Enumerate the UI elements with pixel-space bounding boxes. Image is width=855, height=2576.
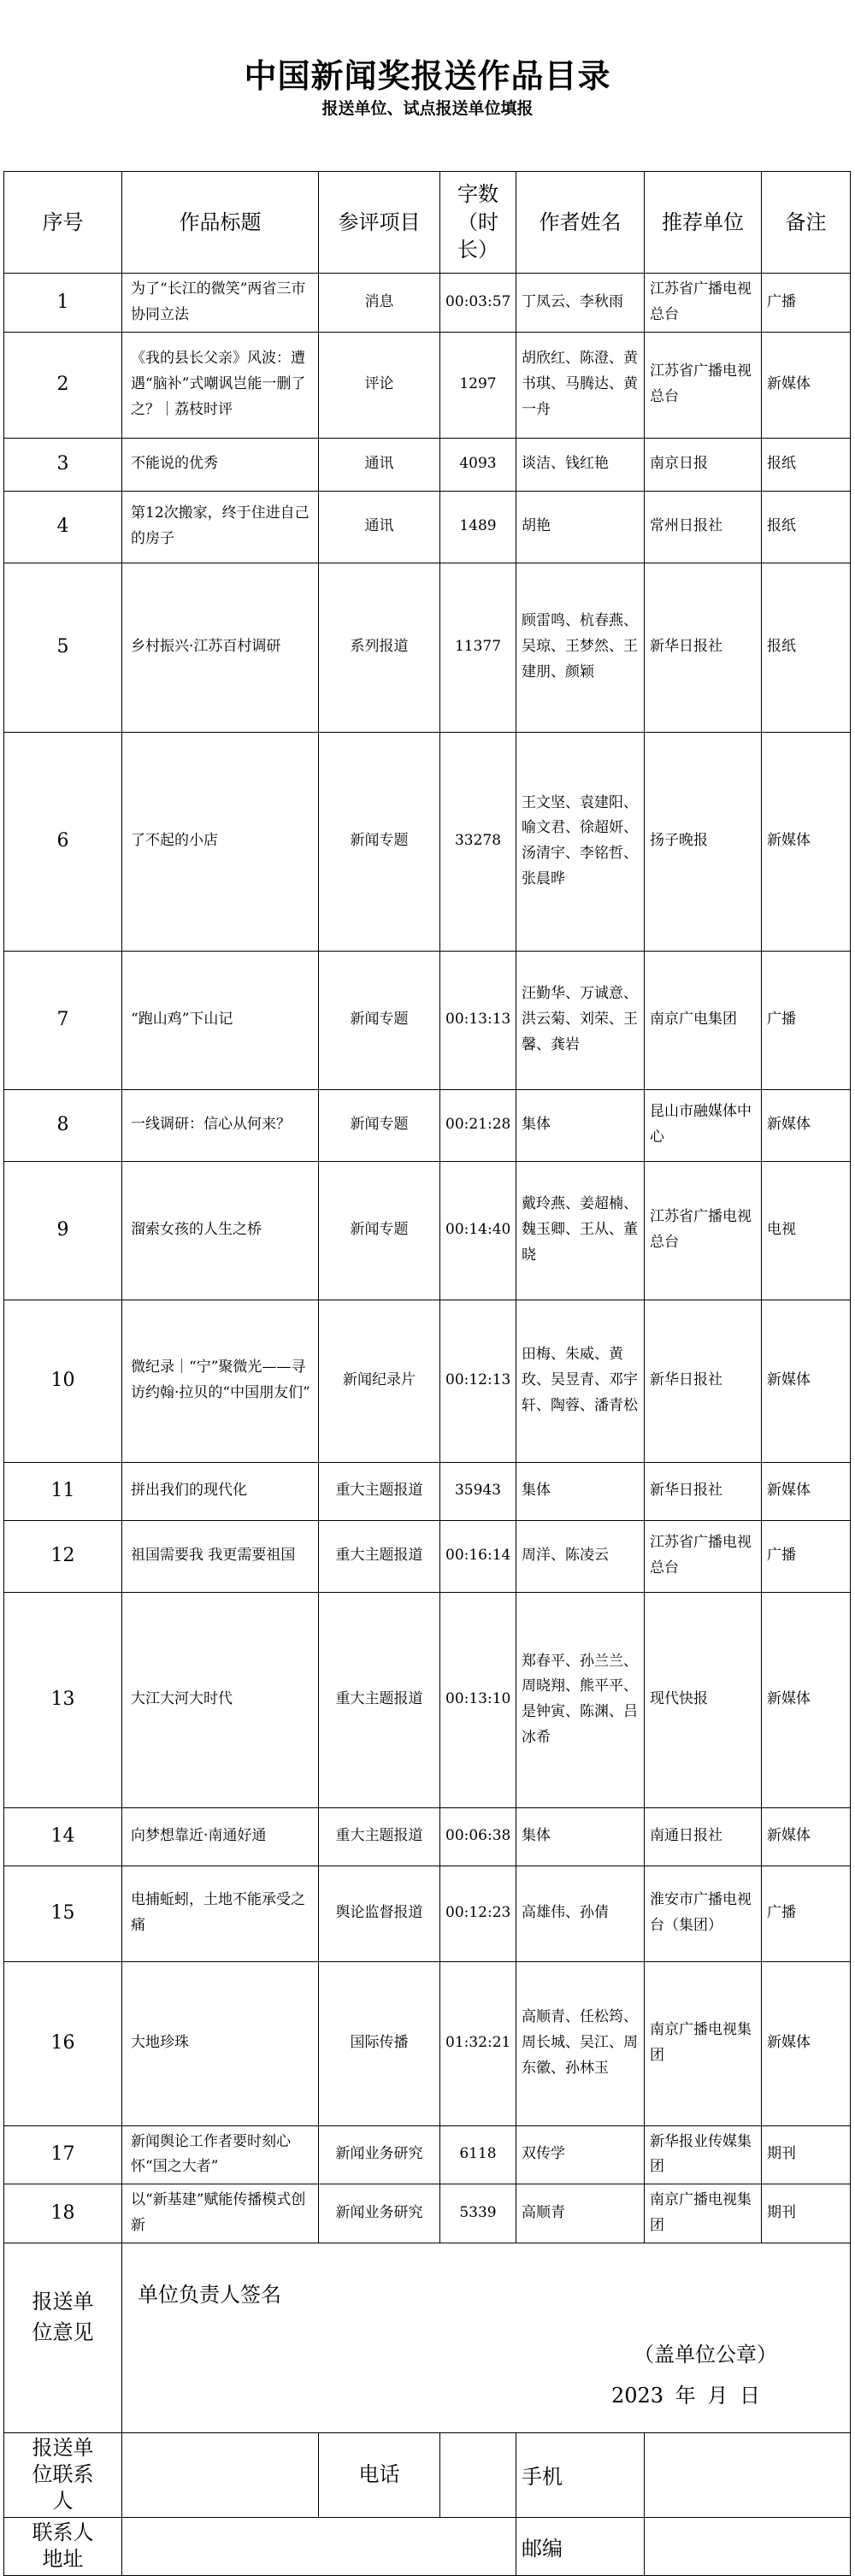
- row-authors: 胡艳: [516, 491, 645, 563]
- row-category: 新闻专题: [319, 1161, 440, 1300]
- row-unit: 南京广播电视集团: [645, 1961, 762, 2125]
- row-no: 7: [4, 951, 122, 1089]
- row-note: 新媒体: [762, 332, 851, 438]
- row-no: 2: [4, 332, 122, 438]
- row-no: 4: [4, 491, 122, 563]
- row-authors: 高顺青: [516, 2184, 645, 2243]
- row-category: 消息: [319, 274, 440, 333]
- row-length: 1297: [440, 332, 516, 438]
- table-row: [4, 951, 851, 1089]
- row-unit: 昆山市融媒体中心: [645, 1089, 762, 1161]
- row-length: 11377: [440, 563, 516, 732]
- row-title: 一线调研：信心从何来？: [122, 1089, 319, 1161]
- postcode-value[interactable]: [645, 2517, 851, 2575]
- row-unit: 新华日报社: [645, 1462, 762, 1520]
- row-no: 18: [4, 2184, 122, 2243]
- row-category: 重大主题报道: [319, 1462, 440, 1520]
- row-category: 新闻业务研究: [319, 2184, 440, 2243]
- row-length: 6118: [440, 2125, 516, 2184]
- row-unit: 南京广播电视集团: [645, 2184, 762, 2243]
- row-unit: 新华日报社: [645, 1300, 762, 1462]
- row-authors: 高雄伟、孙倩: [516, 1866, 645, 1961]
- row-no: 13: [4, 1592, 122, 1807]
- contact-label: 报送单位联系人: [4, 2433, 122, 2518]
- row-category: 系列报道: [319, 563, 440, 732]
- row-length: 5339: [440, 2184, 516, 2243]
- address-value[interactable]: [122, 2517, 516, 2575]
- row-note: 报纸: [762, 438, 851, 491]
- row-no: 12: [4, 1520, 122, 1592]
- footer-table: [3, 2243, 851, 2576]
- row-unit: 江苏省广播电视总台: [645, 332, 762, 438]
- row-unit: 现代快报: [645, 1592, 762, 1807]
- table-row: [4, 2184, 851, 2243]
- table-row: [4, 1961, 851, 2125]
- row-title: 拼出我们的现代化: [122, 1462, 319, 1520]
- row-no: 3: [4, 438, 122, 491]
- row-note: 新媒体: [762, 1300, 851, 1462]
- row-note: 广播: [762, 1866, 851, 1961]
- table-row: [4, 1300, 851, 1462]
- row-no: 10: [4, 1300, 122, 1462]
- table-header-row: [4, 172, 851, 274]
- mobile-value[interactable]: [645, 2433, 851, 2518]
- row-length: 33278: [440, 732, 516, 951]
- row-title: 大江大河大时代: [122, 1592, 319, 1807]
- row-no: 16: [4, 1961, 122, 2125]
- table-row: [4, 2125, 851, 2184]
- row-note: 广播: [762, 951, 851, 1089]
- row-length: 00:12:23: [440, 1866, 516, 1961]
- row-category: 评论: [319, 332, 440, 438]
- date-label: 2023 年 月 日: [611, 2384, 760, 2408]
- row-no: 15: [4, 1866, 122, 1961]
- row-title: 了不起的小店: [122, 732, 319, 951]
- row-unit: 南京日报: [645, 438, 762, 491]
- row-title: 微纪录｜“宁”聚微光——寻访约翰·拉贝的“中国朋友们”: [122, 1300, 319, 1462]
- row-authors: 顾雷鸣、杭春燕、吴琼、王梦然、王建朋、颜颖: [516, 563, 645, 732]
- row-note: 新媒体: [762, 1592, 851, 1807]
- table-row: [4, 491, 851, 563]
- row-unit: 南京广电集团: [645, 951, 762, 1089]
- row-length: 00:21:28: [440, 1089, 516, 1161]
- row-note: 广播: [762, 274, 851, 333]
- row-authors: 胡欣红、陈澄、黄书琪、马腾达、黄一舟: [516, 332, 645, 438]
- col-header-authors: 作者姓名: [516, 172, 645, 274]
- row-note: 新媒体: [762, 1961, 851, 2125]
- row-no: 6: [4, 732, 122, 951]
- row-title: 为了“长江的微笑”两省三市协同立法: [122, 274, 319, 333]
- row-authors: 集体: [516, 1462, 645, 1520]
- row-category: 新闻专题: [319, 951, 440, 1089]
- contact-row: [4, 2433, 851, 2518]
- row-length: 00:14:40: [440, 1161, 516, 1300]
- row-no: 14: [4, 1807, 122, 1866]
- row-length: 00:03:57: [440, 274, 516, 333]
- seal-label: （盖单位公章）: [634, 2343, 777, 2367]
- row-category: 通讯: [319, 438, 440, 491]
- row-no: 1: [4, 274, 122, 333]
- row-title: 溜索女孩的人生之桥: [122, 1161, 319, 1300]
- row-authors: 双传学: [516, 2125, 645, 2184]
- opinion-row: [4, 2243, 851, 2433]
- row-title: 新闻舆论工作者要时刻心怀“国之大者”: [122, 2125, 319, 2184]
- row-authors: 高顺青、任松筠、周长城、吴江、周东徽、孙林玉: [516, 1961, 645, 2125]
- row-category: 重大主题报道: [319, 1807, 440, 1866]
- table-row: [4, 1462, 851, 1520]
- table-row: [4, 1161, 851, 1300]
- contact-value[interactable]: [122, 2433, 319, 2518]
- row-note: 报纸: [762, 491, 851, 563]
- row-authors: 戴玲燕、姜超楠、魏玉卿、王从、董晓: [516, 1161, 645, 1300]
- row-length: 01:32:21: [440, 1961, 516, 2125]
- signature-label: 单位负责人签名: [138, 2283, 281, 2307]
- row-category: 新闻专题: [319, 732, 440, 951]
- table-row: [4, 274, 851, 333]
- row-length: 4093: [440, 438, 516, 491]
- opinion-area[interactable]: [122, 2243, 851, 2433]
- row-unit: 新华日报社: [645, 563, 762, 732]
- row-title: 以“新基建”赋能传播模式创新: [122, 2184, 319, 2243]
- row-authors: 集体: [516, 1807, 645, 1866]
- row-length: 35943: [440, 1462, 516, 1520]
- row-length: 1489: [440, 491, 516, 563]
- row-authors: 王文坚、袁建阳、喻文君、徐超妍、汤清宇、李铭哲、张晨晔: [516, 732, 645, 951]
- row-title: 《我的县长父亲》风波：遭遇“脑补”式嘲讽岂能一删了之？｜荔枝时评: [122, 332, 319, 438]
- row-note: 新媒体: [762, 732, 851, 951]
- row-title: 电捕蚯蚓，土地不能承受之痛: [122, 1866, 319, 1961]
- col-header-no: 序号: [4, 172, 122, 274]
- row-category: 国际传播: [319, 1961, 440, 2125]
- table-row: [4, 1592, 851, 1807]
- row-note: 电视: [762, 1161, 851, 1300]
- phone-value[interactable]: [440, 2433, 516, 2518]
- page-title: 中国新闻奖报送作品目录: [244, 56, 611, 95]
- row-unit: 南通日报社: [645, 1807, 762, 1866]
- row-unit: 淮安市广播电视台（集团）: [645, 1866, 762, 1961]
- row-unit: 江苏省广播电视总台: [645, 1161, 762, 1300]
- row-category: 新闻专题: [319, 1089, 440, 1161]
- row-category: 新闻业务研究: [319, 2125, 440, 2184]
- row-unit: 常州日报社: [645, 491, 762, 563]
- row-title: 第12次搬家，终于住进自己的房子: [122, 491, 319, 563]
- table-row: [4, 1520, 851, 1592]
- row-category: 重大主题报道: [319, 1592, 440, 1807]
- table-row: [4, 1089, 851, 1161]
- table-row: [4, 438, 851, 491]
- row-unit: 江苏省广播电视总台: [645, 274, 762, 333]
- row-unit: 扬子晚报: [645, 732, 762, 951]
- row-authors: 谈洁、钱红艳: [516, 438, 645, 491]
- row-title: “跑山鸡”下山记: [122, 951, 319, 1089]
- row-category: 重大主题报道: [319, 1520, 440, 1592]
- address-label: 联系人地址: [4, 2517, 122, 2575]
- row-length: 00:13:10: [440, 1592, 516, 1807]
- row-category: 舆论监督报道: [319, 1866, 440, 1961]
- table-row: [4, 1866, 851, 1961]
- page-subtitle: 报送单位、试点报送单位填报: [321, 99, 534, 118]
- row-title: 乡村振兴·江苏百村调研: [122, 563, 319, 732]
- row-no: 9: [4, 1161, 122, 1300]
- row-authors: 周洋、陈凌云: [516, 1520, 645, 1592]
- col-header-unit: 推荐单位: [645, 172, 762, 274]
- row-note: 报纸: [762, 563, 851, 732]
- row-length: 00:13:13: [440, 951, 516, 1089]
- row-note: 期刊: [762, 2125, 851, 2184]
- row-authors: 集体: [516, 1089, 645, 1161]
- row-no: 11: [4, 1462, 122, 1520]
- row-no: 5: [4, 563, 122, 732]
- row-title: 不能说的优秀: [122, 438, 319, 491]
- row-category: 通讯: [319, 491, 440, 563]
- row-length: 00:16:14: [440, 1520, 516, 1592]
- table-row: [4, 563, 851, 732]
- address-row: [4, 2517, 851, 2575]
- table-row: [4, 732, 851, 951]
- row-length: 00:12:13: [440, 1300, 516, 1462]
- row-length: 00:06:38: [440, 1807, 516, 1866]
- mobile-label: 手机: [516, 2433, 645, 2518]
- table-row: [4, 332, 851, 438]
- row-title: 大地珍珠: [122, 1961, 319, 2125]
- row-unit: 江苏省广播电视总台: [645, 1520, 762, 1592]
- postcode-label: 邮编: [516, 2517, 645, 2575]
- col-header-title: 作品标题: [122, 172, 319, 274]
- col-header-category: 参评项目: [319, 172, 440, 274]
- col-header-note: 备注: [762, 172, 851, 274]
- row-no: 17: [4, 2125, 122, 2184]
- row-category: 新闻纪录片: [319, 1300, 440, 1462]
- catalog-table: [3, 171, 851, 2243]
- row-authors: 汪勤华、万诚意、洪云菊、刘荣、王馨、龚岩: [516, 951, 645, 1089]
- table-row: [4, 1807, 851, 1866]
- phone-label: 电话: [319, 2433, 440, 2518]
- row-authors: 郑春平、孙兰兰、周晓翔、熊平平、是钟寅、陈渊、吕冰希: [516, 1592, 645, 1807]
- row-authors: 田梅、朱威、黄玫、吴昱青、邓宇轩、陶蓉、潘青松: [516, 1300, 645, 1462]
- col-header-length: 字数（时长）: [440, 172, 516, 274]
- opinion-label: 报送单位意见: [4, 2243, 122, 2433]
- row-authors: 丁凤云、李秋雨: [516, 274, 645, 333]
- row-unit: 新华报业传媒集团: [645, 2125, 762, 2184]
- row-note: 新媒体: [762, 1807, 851, 1866]
- row-note: 新媒体: [762, 1462, 851, 1520]
- row-title: 祖国需要我 我更需要祖国: [122, 1520, 319, 1592]
- row-note: 广播: [762, 1520, 851, 1592]
- row-note: 期刊: [762, 2184, 851, 2243]
- row-note: 新媒体: [762, 1089, 851, 1161]
- row-no: 8: [4, 1089, 122, 1161]
- row-title: 向梦想靠近·南通好通: [122, 1807, 319, 1866]
